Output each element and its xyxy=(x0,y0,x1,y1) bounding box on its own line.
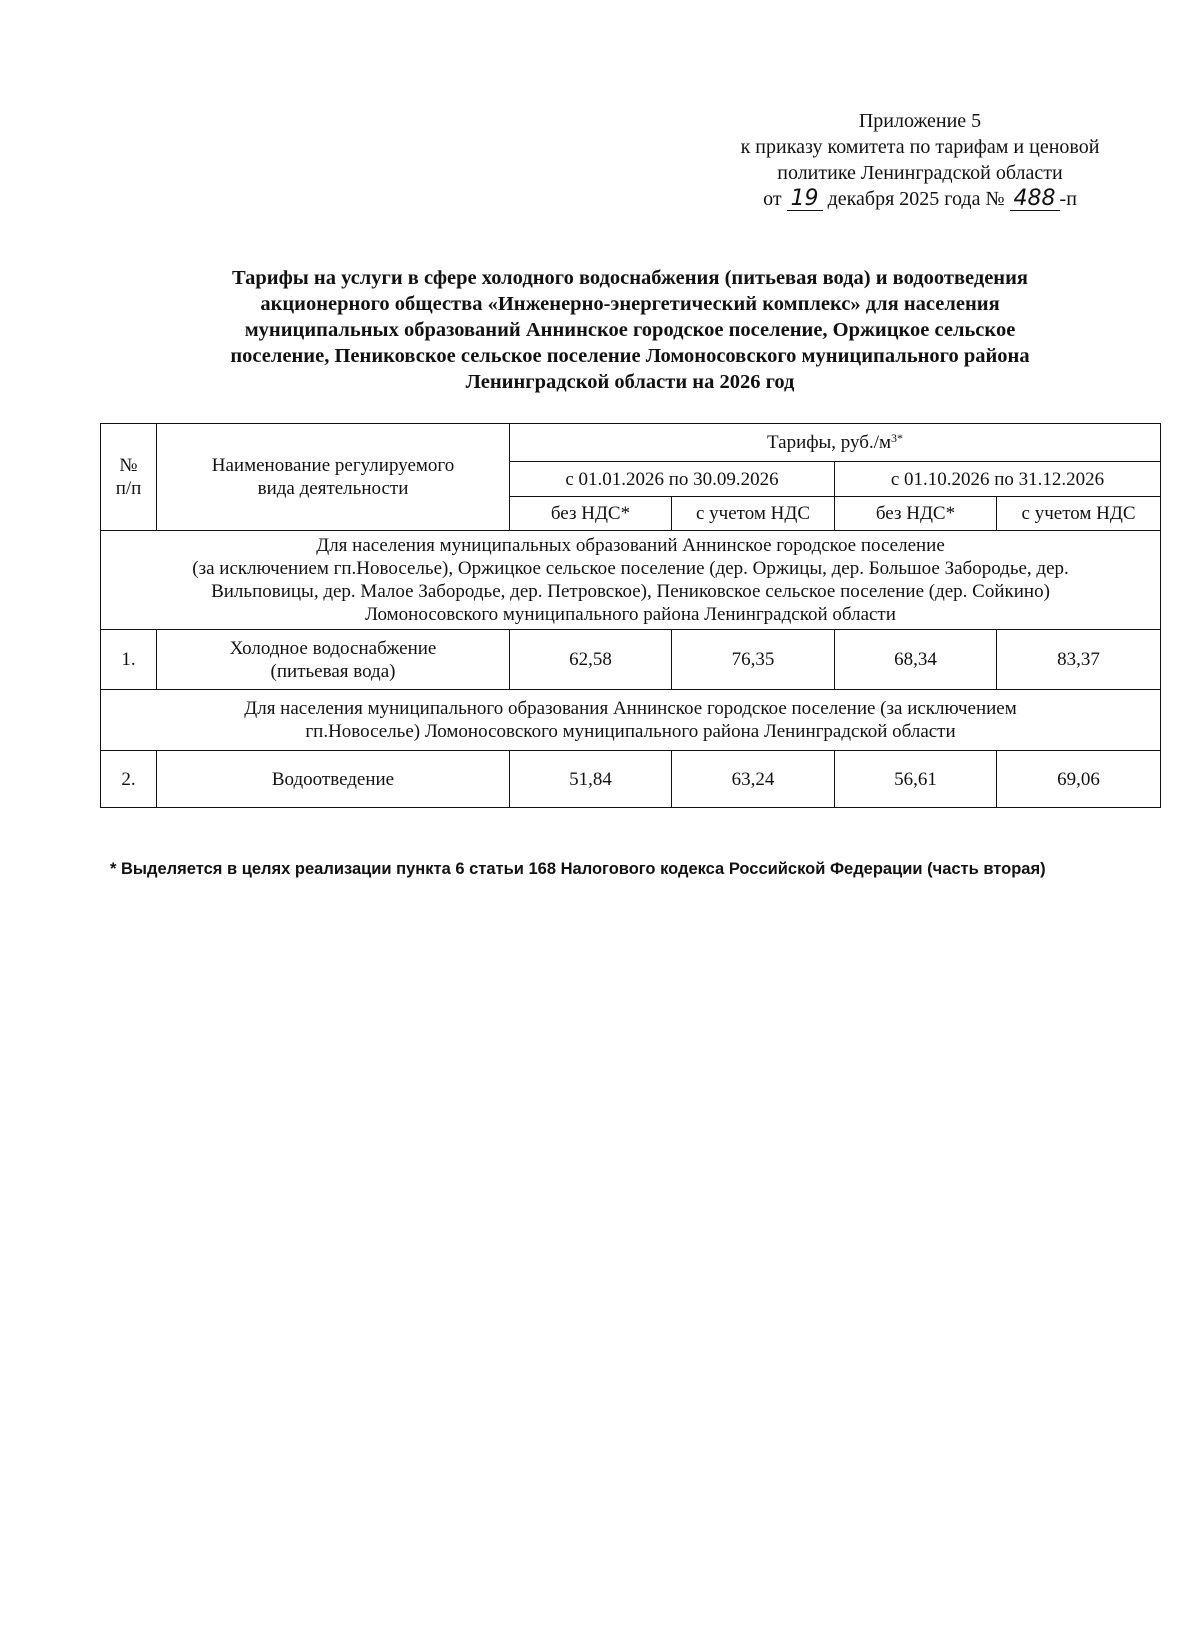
date-prefix: от xyxy=(763,188,782,210)
appendix-order-line: к приказу комитета по тарифам и ценовой xyxy=(740,136,1100,158)
appendix-title: Приложение 5 xyxy=(858,110,982,132)
row-value: 76,35 xyxy=(672,630,835,690)
row-num: 2. xyxy=(101,751,157,808)
tariffs-superscript: 3* xyxy=(891,431,904,445)
header-period-2: с 01.10.2026 по 31.12.2026 xyxy=(835,462,1161,497)
title-line-5: Ленинградской области на 2026 год xyxy=(465,371,795,393)
group-row-2 xyxy=(101,690,1161,751)
header-row-1 xyxy=(101,424,1161,462)
header-activity-name: Наименование регулируемого вида деятельности xyxy=(157,424,510,531)
group-row-1 xyxy=(101,531,1161,630)
appendix-date-line xyxy=(690,186,1150,212)
row-activity-name: Холодное водоснабжение (питьевая вода) xyxy=(157,630,510,690)
appendix-committee-line: политике Ленинградской области xyxy=(777,162,1063,184)
group-1-description: Для населения муниципальных образований Аннинское городское поселение (за исключением гп.Новоселье), Оржицкое сельское поселение (дер. Оржицы, дер. Большое Забородье, дер. Вильповицы, дер. Малое Забородье, дер. Петровское), Пениковское сельское поселение (дер. Сойкино) Ломоносовского муниципального района Ленинградской области xyxy=(101,531,1161,630)
table-row xyxy=(101,630,1161,690)
row-value: 63,24 xyxy=(672,751,835,808)
handwritten-day: 19 xyxy=(787,188,823,211)
tariffs-table xyxy=(100,423,1161,808)
footnote: * Выделяется в целях реализации пункта 6 статьи 168 Налогового кодекса Российской Федерации (часть вторая) xyxy=(110,860,1046,878)
group-2-description: Для населения муниципального образования Аннинское городское поселение (за исключением гп.Новоселье) Ломоносовского муниципального района Ленинградской области xyxy=(101,690,1161,751)
row-value: 51,84 xyxy=(510,751,672,808)
header-with-vat-1: с учетом НДС xyxy=(672,497,835,531)
row-value: 69,06 xyxy=(997,751,1161,808)
row-value: 62,58 xyxy=(510,630,672,690)
title-line-1: Тарифы на услуги в сфере холодного водоснабжения (питьевая вода) и водоотведения xyxy=(231,267,1029,289)
header-period-1: с 01.01.2026 по 30.09.2026 xyxy=(510,462,835,497)
title-line-2: акционерного общества «Инженерно-энергетический комплекс» для населения xyxy=(260,293,1000,315)
header-tariffs: Тарифы, $руб./м^{3*}$ xyxy=(510,424,1161,462)
header-num: № п/п xyxy=(101,424,157,531)
handwritten-number: 488 xyxy=(1010,188,1060,211)
appendix-block xyxy=(690,108,1150,212)
row-value: 68,34 xyxy=(835,630,997,690)
header-no-vat-2: без НДС* xyxy=(835,497,997,531)
header-no-vat-1: без НДС* xyxy=(510,497,672,531)
row-value: 56,61 xyxy=(835,751,997,808)
title-line-4: поселение, Пениковское сельское поселение Ломоносовского муниципального района xyxy=(230,345,1030,367)
title-line-3: муниципальных образований Аннинское городское поселение, Оржицкое сельское xyxy=(244,319,1016,341)
number-suffix: -п xyxy=(1059,188,1077,210)
header-with-vat-2: с учетом НДС xyxy=(997,497,1161,531)
date-middle: декабря 2025 года № xyxy=(827,188,1005,210)
row-num: 1. xyxy=(101,630,157,690)
document-title xyxy=(120,265,1140,395)
row-activity-name: Водоотведение xyxy=(157,751,510,808)
table-row xyxy=(101,751,1161,808)
row-value: 83,37 xyxy=(997,630,1161,690)
